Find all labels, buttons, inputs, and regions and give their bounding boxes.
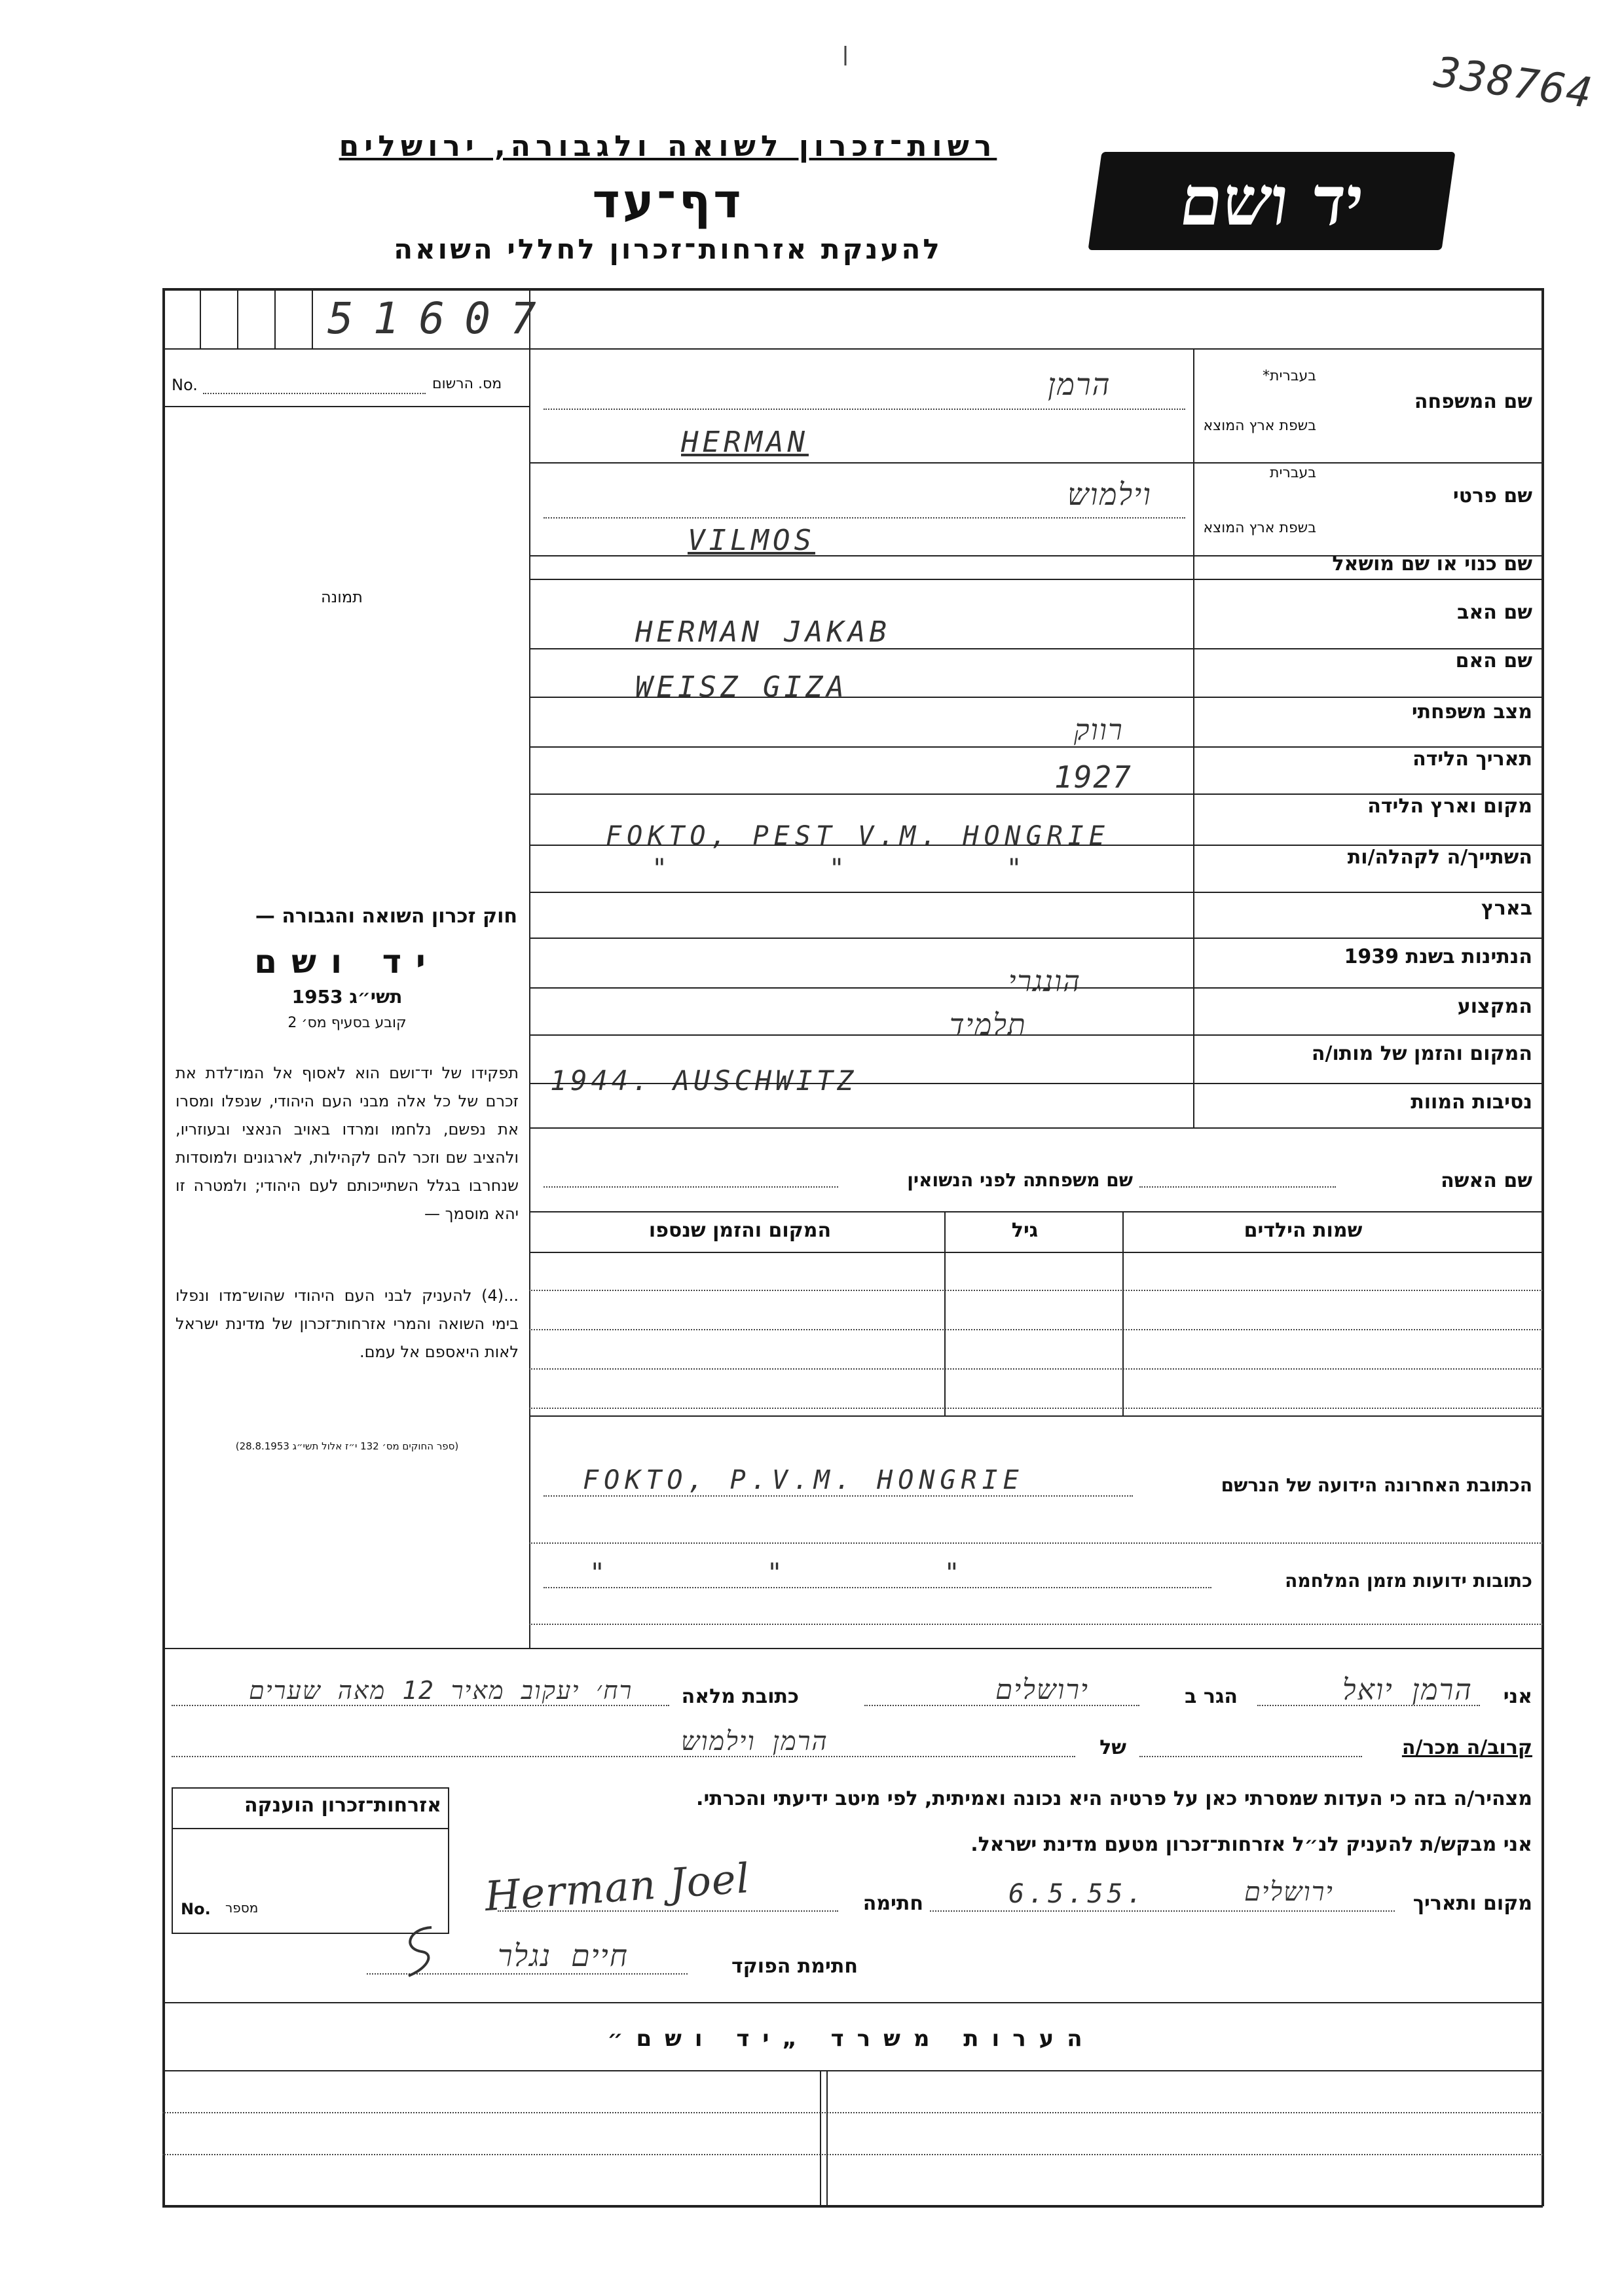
mother-name-label: שם האם xyxy=(1455,649,1532,672)
father-name-value: HERMAN JAKAB xyxy=(635,615,891,649)
declarant-name-value: הרמן יואל xyxy=(1342,1673,1473,1707)
officer-signature-value: חיים נגלר xyxy=(498,1938,629,1973)
citizenship-awarded-box xyxy=(172,1787,449,1934)
citizenship-no-label-he: מספר xyxy=(225,1900,259,1916)
reg-no-label: No. xyxy=(172,376,198,394)
date-value: 6.5.55. xyxy=(1008,1879,1147,1909)
institution-name: רשות־זכרון לשואה ולגבורה, ירושלים xyxy=(339,130,997,163)
declarant-ani-label: אני xyxy=(1503,1685,1532,1708)
archive-number: 338764 xyxy=(1431,48,1596,118)
form-title: דף־עד xyxy=(592,173,744,228)
signature-label: חתימה xyxy=(862,1892,923,1915)
law-clause: קובע בסעיף מס׳ 2 xyxy=(287,1015,407,1031)
wife-name-label: שם האשה xyxy=(1441,1169,1532,1192)
photo-label: תמונה xyxy=(321,588,363,606)
marital-status-label: מצב משפחתי xyxy=(1411,701,1532,723)
nickname-label: שם כנוי או שם מושאל xyxy=(1332,553,1532,575)
place-date-label: מקום ותאריך xyxy=(1412,1892,1532,1915)
birth-date-label: תאריך הלידה xyxy=(1412,748,1532,771)
citizenship-1939-label: הנתינות בשנת 1939 xyxy=(1344,945,1532,968)
birth-place-label: מקום וארץ הלידה xyxy=(1367,795,1532,818)
law-name: יד ושם xyxy=(254,943,440,981)
law-year: תשי״ג 1953 xyxy=(291,986,403,1008)
family-name-hebrew-value: הרמן xyxy=(1048,367,1111,402)
first-name-label: שם פרטי xyxy=(1452,484,1532,507)
place-value: ירושלים xyxy=(1244,1877,1334,1907)
community-value: " " " xyxy=(652,854,1026,884)
marital-status-value: רווק xyxy=(1074,714,1124,747)
citizenship-awarded-title: אזרחות־זכרון הוענקה xyxy=(244,1794,441,1817)
last-address-value: FOKTO, P.V.M. HONGRIE xyxy=(583,1465,1024,1495)
children-age-header: גיל xyxy=(1011,1219,1039,1242)
officer-initials-mark xyxy=(396,1922,441,1981)
children-place-time-header: המקום והזמן שנספו xyxy=(648,1219,832,1242)
wife-maiden-name-label: שם משפחתה לפני הנשואין xyxy=(907,1169,1133,1191)
declarant-signature: Herman Joel xyxy=(483,1853,752,1921)
first-name-latin-value: VILMOS xyxy=(688,524,815,557)
declarant-address-label: כתובת מלאה xyxy=(681,1685,799,1708)
form-subtitle: להענקת אזרחות־זכרון לחללי השואה xyxy=(394,233,942,265)
logo-text: יד ושם xyxy=(1175,160,1369,241)
family-name-sub-origin: בשפת ארץ המוצא xyxy=(1203,418,1316,434)
citizenship-1939-value: הונגרי xyxy=(1008,965,1082,998)
registration-box-number: 51607 xyxy=(327,293,556,344)
country-label: בארץ xyxy=(1481,897,1532,920)
war-address-value: " " " xyxy=(589,1558,964,1588)
relative-of-label: של xyxy=(1099,1736,1126,1759)
declaration-text: מצהיר/ה בזה כי העדות שמסרתי כאן על פרטיה היא נכונה ואמיתית, לפי מיטב ידיעתי והכרתי. xyxy=(696,1787,1532,1810)
law-text-clause: ...(4) להעניק לבני העם היהודי שהוש־מדו ונפלו בימי השואה והמרי אזרחות־זכרון של מדינת ישראל לאות היאספם אל עמם. xyxy=(175,1286,519,1361)
law-text-main: תפקידו של יד־ושם הוא לאסוף אל המו־לדת את זכרם של כל אלה מבני העם היהודי, שנפלו ומסרו את נפשם, נלחמו ומרדו באויב הנאצי ובעוזריו, ולהציב שם וזכר להם לקהילות, לארגונים ולמוסדות שנחרבו בגלל השתייכותם לעם היהודי; ולמטרה זו יהא מוסמך — xyxy=(175,1064,519,1223)
first-name-hebrew-value: וילמוש xyxy=(1067,477,1152,512)
war-address-label: כתובות ידועות מזמן המלחמה xyxy=(1285,1570,1532,1592)
law-source: (ספר החוקים מס׳ 132 י״ז אלול תשי״ג 28.8.1953) xyxy=(235,1440,459,1452)
reg-no-label-he: מס. הרשום xyxy=(432,376,502,392)
father-name-label: שם האב xyxy=(1457,601,1532,624)
top-mark xyxy=(842,46,849,65)
birth-place-value: FOKTO, PEST V.M. HONGRIE xyxy=(606,821,1110,851)
office-notes-title: הערות משרד „יד ושם״ xyxy=(607,2026,1096,2052)
profession-value: תלמיד xyxy=(950,1008,1027,1042)
declarant-resides-value: ירושלים xyxy=(995,1673,1089,1705)
first-name-sub-hebrew: בעברית xyxy=(1269,465,1316,481)
yad-vashem-logo xyxy=(1088,152,1455,250)
death-circumstances-label: נסיבות המוות xyxy=(1411,1091,1532,1114)
family-name-latin-value: HERMAN xyxy=(681,426,809,459)
first-name-sub-origin: בשפת ארץ המוצא xyxy=(1203,520,1316,536)
last-address-label: הכתובת האחרונה הידועה של הנרשם xyxy=(1221,1474,1532,1496)
mother-name-value: WEISZ GIZA xyxy=(635,670,848,704)
community-label: השתייך/ה לקהלה/ות xyxy=(1347,846,1532,869)
declarant-resides-label: הגר ב xyxy=(1185,1685,1238,1708)
relative-name-value: הרמן וילמוש xyxy=(681,1726,828,1757)
officer-signature-label: חתימת הפוקד xyxy=(731,1955,858,1978)
death-place-time-label: המקום והזמן של מותו/ה xyxy=(1311,1042,1532,1065)
family-name-sub-hebrew: בעברית* xyxy=(1262,368,1316,384)
birth-date-value: 1927 xyxy=(1054,759,1132,795)
declarant-address-value: רח׳ יעקוב מאיר 12 מאה שערים xyxy=(249,1676,633,1705)
citizenship-no-label: No. xyxy=(181,1900,211,1918)
family-name-label: שם המשפחה xyxy=(1414,390,1532,413)
profession-label: המקצוע xyxy=(1457,995,1532,1018)
death-place-time-value: 1944. AUSCHWITZ xyxy=(550,1065,858,1097)
children-names-header: שמות הילדים xyxy=(1244,1219,1363,1242)
request-text: אני מבקש/ת להעניק לנ״ל אזרחות־זכרון מטעם מדינת ישראל. xyxy=(970,1833,1532,1856)
relative-label: קרוב/ה מכר/ה xyxy=(1401,1736,1532,1759)
law-title: חוק זכרון השואה והגבורה — xyxy=(255,905,517,928)
